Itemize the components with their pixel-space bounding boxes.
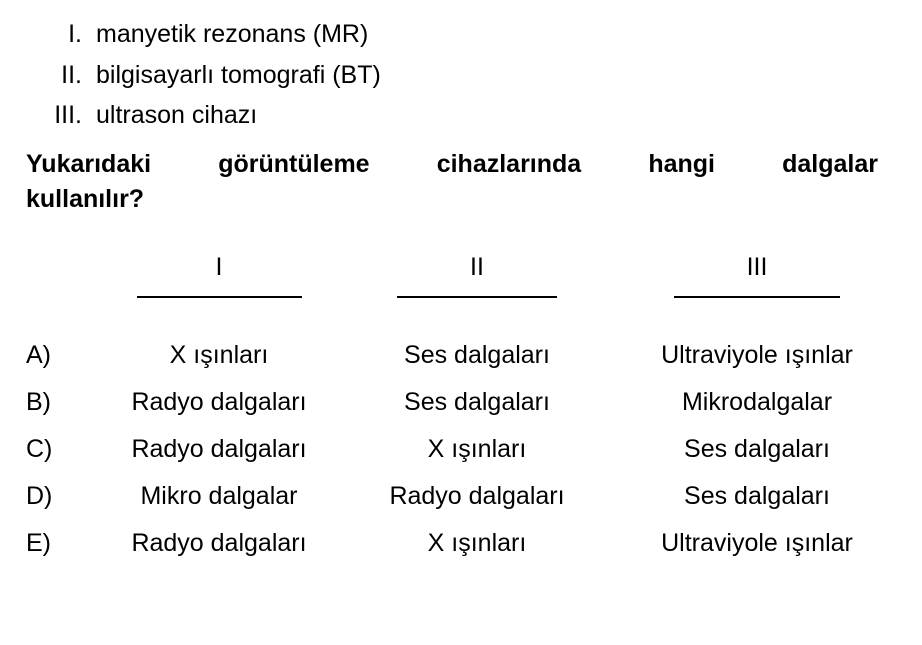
column-header-ii-label: II — [470, 252, 484, 281]
option-cell-ii: Ses dalgaları — [404, 340, 550, 369]
option-letter: E) — [26, 528, 51, 557]
column-header-i — [92, 253, 346, 285]
option-cell-iii: Ses dalgaları — [684, 434, 830, 463]
premise-text: ultrason cihazı — [96, 101, 258, 129]
option-cell-ii: X ışınları — [427, 528, 527, 557]
option-cell-ii: Radyo dalgaları — [389, 481, 565, 510]
option-cell-iii: Mikrodalgalar — [681, 387, 833, 416]
option-cell-iii: Ultraviyole ışınlar — [661, 528, 853, 557]
option-letter: D) — [26, 481, 53, 510]
option-cell-ii: Ses dalgaları — [404, 387, 550, 416]
column-header-ii — [346, 253, 608, 285]
option-cell-i: Radyo dalgaları — [131, 528, 307, 557]
option-cell-i: Mikro dalgalar — [140, 481, 298, 510]
premise-text: manyetik rezonans (MR) — [96, 20, 369, 48]
option-cell-i: X ışınları — [169, 340, 269, 369]
question-word: görüntüleme — [218, 149, 370, 178]
answer-options-table — [26, 253, 906, 567]
table-row[interactable] — [26, 426, 906, 473]
option-cell-ii: X ışınları — [427, 434, 527, 463]
column-header-iii — [608, 253, 906, 285]
premise-item — [26, 95, 896, 136]
option-letter: B) — [26, 387, 51, 416]
table-row[interactable] — [26, 332, 906, 379]
option-cell-i: Radyo dalgaları — [131, 387, 307, 416]
question-line-1 — [26, 147, 878, 182]
question-word: Yukarıdaki — [26, 149, 152, 178]
premise-item — [26, 14, 896, 55]
header-underline-row — [26, 285, 906, 332]
option-letter: C) — [26, 434, 53, 463]
header-underline-i — [92, 285, 346, 332]
table-row[interactable] — [26, 473, 906, 520]
option-cell-i: Radyo dalgaları — [131, 434, 307, 463]
rule-blank — [26, 285, 92, 332]
header-underline-ii — [346, 285, 608, 332]
header-blank — [26, 253, 92, 285]
premise-item — [26, 55, 896, 96]
table-header-row — [26, 253, 906, 285]
premise-text: bilgisayarlı tomografi (BT) — [96, 60, 381, 89]
option-letter: A) — [26, 340, 51, 369]
table-row[interactable] — [26, 520, 906, 567]
question-word: hangi — [648, 149, 715, 178]
question-line-2: kullanılır? — [26, 185, 145, 213]
premise-numeral: II. — [61, 60, 82, 89]
premise-numeral: III. — [54, 101, 82, 129]
option-cell-iii: Ses dalgaları — [684, 481, 830, 510]
header-underline-iii — [608, 285, 906, 332]
question-word: cihazlarında — [436, 149, 582, 178]
column-header-i-label: I — [215, 252, 223, 281]
question-prompt — [26, 147, 878, 217]
question-word: dalgalar — [782, 149, 878, 178]
premise-numeral: I. — [68, 20, 82, 48]
premise-list — [26, 14, 896, 136]
column-header-iii-label: III — [746, 252, 768, 281]
option-cell-iii: Ultraviyole ışınlar — [661, 340, 853, 369]
table-row[interactable] — [26, 379, 906, 426]
